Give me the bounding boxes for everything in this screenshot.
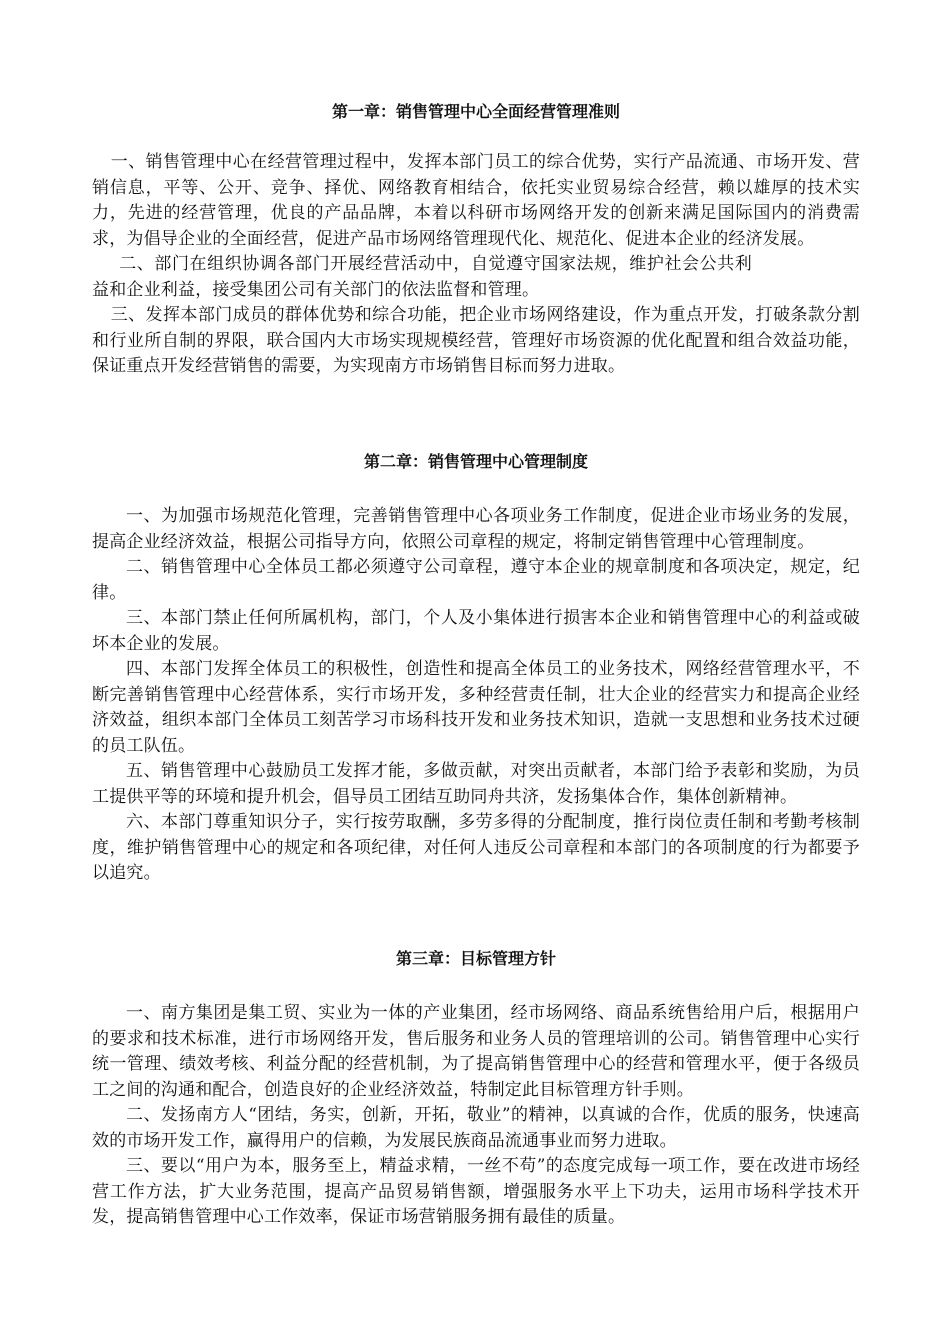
chapter-1-paragraph-1: 一、销售管理中心在经营管理过程中，发挥本部门员工的综合优势，实行产品流通、市场开发、营销信息，平等、公开、竞争、择优、网络教育相结合，依托实业贸易综合经营，赖以雄厚的技术实力，先进的经营管理，优良的产品品牌，本着以科研市场网络开发的创新来满足国际国内的消费需求，为倡导企业的全面经营，促进产品市场网络管理现代化、规范化、促进本企业的经济发展。 [92, 152, 860, 249]
chapter-3-paragraph-2: 二、发扬南方人“团结，务实，创新，开拓，敬业”的精神，以真诚的合作，优质的服务，快速高效的市场开发工作，赢得用户的信赖，为发展民族商品流通事业而努力进取。 [92, 1105, 860, 1151]
chapter-1-title: 第一章：销售管理中心全面经营管理准则 [331, 102, 620, 121]
chapter-2-section [92, 450, 860, 887]
chapter-1-section [92, 100, 860, 380]
chapter-3-paragraph-3: 三、要以“用户为本，服务至上，精益求精，一丝不苟”的态度完成每一项工作，要在改进市场经营工作方法，扩大业务范围，提高产品贸易销售额，增强服务水平上下功夫，运用市场科学技术开发，提高销售管理中心工作效率，保证市场营销服务拥有最佳的质量。 [92, 1156, 860, 1227]
chapter-2-paragraph-4: 四、本部门发挥全体员工的积极性，创造性和提高全体员工的业务技术，网络经营管理水平，不断完善销售管理中心经营体系，实行市场开发，多种经营责任制，壮大企业的经营实力和提高企业经济效益，组织本部门全体员工刻苦学习市场科技开发和业务技术知识，造就一支思想和业务技术过硬的员工队伍。 [92, 659, 860, 756]
chapter-3-paragraph-1: 一、南方集团是集工贸、实业为一体的产业集团，经市场网络、商品系统售给用户后，根据用户的要求和技术标准，进行市场网络开发，售后服务和业务人员的管理培训的公司。销售管理中心实行统一管理、绩效考核、利益分配的经营机制，为了提高销售管理中心的经营和管理水平，便于各级员工之间的沟通和配合，创造良好的企业经济效益，特制定此目标管理方针手则。 [92, 1003, 860, 1100]
chapter-2-title: 第二章：销售管理中心管理制度 [363, 452, 588, 471]
chapter-1-paragraph-2: 二、部门在组织协调各部门开展经营活动中，自觉遵守国家法规，维护社会公共利益和企业利益，接受集团公司有关部门的依法监督和管理。 [92, 254, 752, 300]
chapter-2-paragraph-6: 六、本部门尊重知识分子，实行按劳取酬，多劳多得的分配制度，推行岗位责任制和考勤考核制度，维护销售管理中心的规定和各项纪律，对任何人违反公司章程和本部门的各项制度的行为都要予以追究。 [92, 812, 860, 883]
chapter-3-title: 第三章：目标管理方针 [395, 949, 556, 968]
chapter-1-paragraph-3: 三、发挥本部门成员的群体优势和综合功能，把企业市场网络建设，作为重点开发，打破条款分割和行业所自制的界限，联合国内大市场实现规模经营，管理好市场资源的优化配置和组合效益功能，保证重点开发经营销售的需要，为实现南方市场销售目标而努力进取。 [92, 305, 860, 376]
chapter-2-paragraph-5: 五、销售管理中心鼓励员工发挥才能，多做贡献，对突出贡献者，本部门给予表彰和奖励，为员工提供平等的环境和提升机会，倡导员工团结互助同舟共济，发扬集体合作，集体创新精神。 [92, 761, 860, 807]
chapter-2-paragraph-2: 二、销售管理中心全体员工都必须遵守公司章程，遵守本企业的规章制度和各项决定，规定，纪律。 [92, 557, 860, 603]
chapter-3-section [92, 947, 860, 1231]
chapter-2-paragraph-1: 一、为加强市场规范化管理，完善销售管理中心各项业务工作制度，促进企业市场业务的发展，提高企业经济效益，根据公司指导方向，依照公司章程的规定，将制定销售管理中心管理制度。 [92, 506, 860, 552]
chapter-2-paragraph-3: 三、本部门禁止任何所属机构，部门，个人及小集体进行损害本企业和销售管理中心的利益或破坏本企业的发展。 [92, 608, 860, 654]
